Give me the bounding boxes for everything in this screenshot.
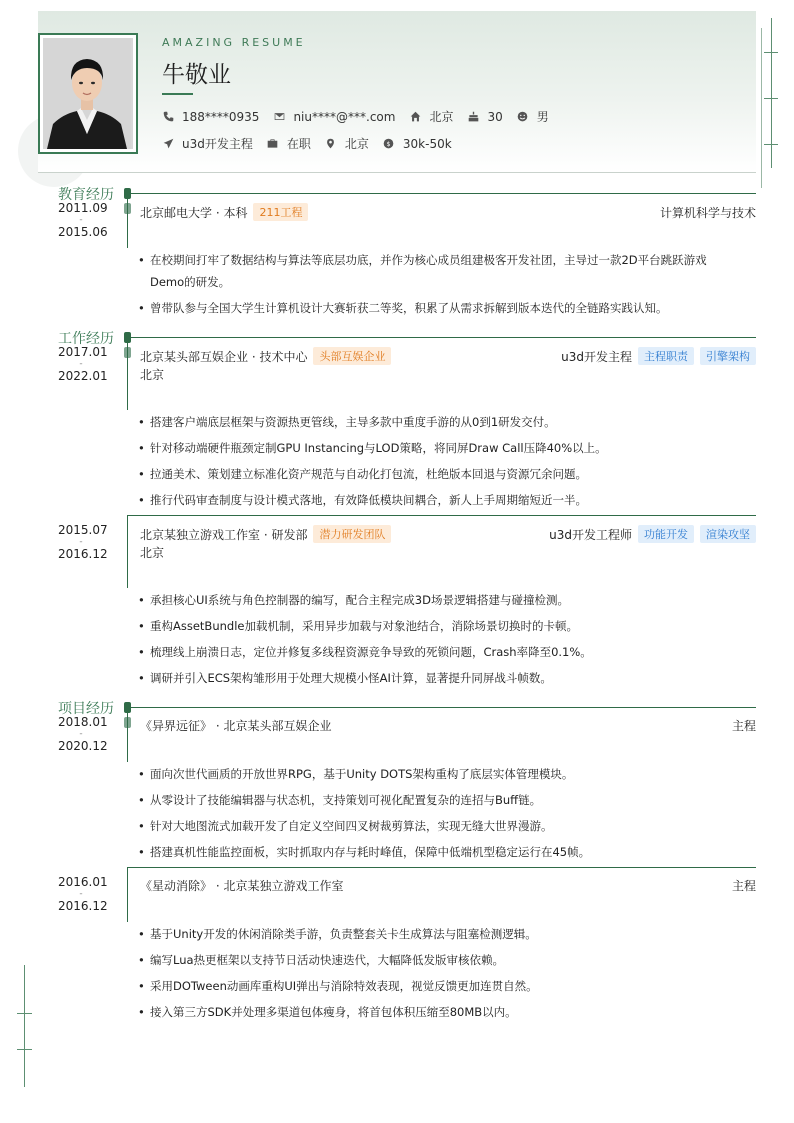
list-item-continuation: Demo的研发。 (150, 275, 231, 289)
end-date: 2020.12 (58, 739, 108, 753)
start-date: 2017.01 (58, 345, 108, 359)
project-date: 2016.01 - 2016.12 (58, 875, 108, 913)
intent-position (162, 135, 253, 152)
intent-status-text: 在职 (286, 137, 311, 151)
work-location: 北京 (140, 546, 165, 560)
end-date: 2022.01 (58, 369, 108, 383)
send-icon (162, 138, 174, 150)
project-entry-header (140, 717, 756, 734)
start-date: 2018.01 (58, 715, 108, 729)
svg-text:$: $ (386, 140, 391, 148)
project-date: 2018.01 - 2020.12 (58, 715, 108, 753)
project-role: 主程 (731, 719, 756, 733)
intent-salary-text: 30k-50k (402, 136, 452, 151)
timeline-line (127, 515, 128, 588)
intent-city (325, 135, 369, 152)
company-name: 北京某独立游戏工作室 · 研发部 (140, 527, 308, 542)
contact-info-row (162, 108, 563, 125)
section-title-projects: 项目经历 (58, 701, 114, 717)
project-name: 《异界远征》 · 北京某头部互娱企业 (140, 719, 332, 733)
end-date: 2015.06 (58, 225, 108, 239)
education-bullets (138, 247, 738, 321)
section-line (131, 707, 756, 708)
work-entry-header (140, 347, 756, 365)
list-item: • 调研并引入ECS架构雏形用于处理大规模小怪AI计算，显著提升同屏战斗帧数。 (138, 665, 738, 691)
location-pin-icon (325, 138, 337, 150)
list-item: • 接入第三方SDK并处理多渠道包体瘦身，将首包体积压缩至80MB以内。 (138, 999, 738, 1025)
age-icon (467, 111, 479, 123)
intent-salary (383, 137, 452, 151)
role-tag: 主程职责 (638, 347, 694, 365)
list-item: • 搭建真机性能监控面板，实时抓取内存与耗时峰值，保障中低端机型稳定运行在45帧。 (138, 839, 738, 865)
phone-icon (162, 111, 174, 123)
role-tag: 引擎架构 (700, 347, 756, 365)
decor-line (764, 144, 778, 145)
list-item: • 面向次世代画质的开放世界RPG，基于Unity DOTS架构重构了底层实体管理模块。 (138, 761, 738, 787)
list-item: • 采用DOTween动画库重构UI弹出与消除特效表现，视觉反馈更加连贯自然。 (138, 973, 738, 999)
section-line (131, 193, 756, 194)
decor-line (17, 1013, 32, 1014)
end-date: 2016.12 (58, 899, 108, 913)
contact-age (467, 110, 502, 124)
job-role: u3d开发工程师 (549, 527, 632, 542)
decor-line (17, 1049, 32, 1050)
list-item: • 曾带队参与全国大学生计算机设计大赛斩获二等奖，积累了从需求拆解到版本迭代的全链路实践认知。 (138, 295, 738, 321)
timeline-line (127, 193, 128, 248)
company-tag: 头部互娱企业 (313, 347, 391, 365)
email-text: niu****@***.com (293, 109, 396, 124)
education-entry-header (140, 203, 756, 221)
decor-line (24, 965, 25, 1087)
end-date: 2016.12 (58, 547, 108, 561)
list-item: • 针对大地图流式加载开发了自定义空间四叉树裁剪算法，实现无缝大世界漫游。 (138, 813, 738, 839)
entry-divider (127, 867, 756, 868)
job-intent-row (162, 135, 466, 152)
contact-gender (517, 108, 549, 125)
company-name: 北京某头部互娱企业 · 技术中心 (140, 349, 308, 364)
decor-line (764, 98, 778, 99)
name-underline (162, 93, 193, 95)
timeline-line (127, 337, 128, 410)
role-tag: 功能开发 (638, 525, 694, 543)
city-text: 北京 (429, 110, 454, 124)
intent-status (267, 135, 311, 152)
list-item: • 梳理线上崩溃日志，定位并修复多线程资源竞争导致的死锁问题，Crash率降至0.1%。 (138, 639, 738, 665)
candidate-name: 牛敬业 (162, 62, 231, 88)
gender-icon (517, 111, 529, 123)
resume-tagline: AMAZING RESUME (162, 36, 306, 49)
decor-line (764, 52, 778, 53)
contact-email (273, 110, 395, 124)
work-date: 2015.07 - 2016.12 (58, 523, 108, 561)
job-role: u3d开发主程 (561, 349, 632, 364)
list-item: • 承担核心UI系统与角色控制器的编写，配合主程完成3D场景逻辑搭建与碰撞检测。 (138, 587, 738, 613)
start-date: 2011.09 (58, 201, 108, 215)
section-title-education: 教育经历 (58, 187, 114, 203)
list-item: • 重构AssetBundle加载机制，采用异步加载与对象池结合，消除场景切换时的卡顿。 (138, 613, 738, 639)
section-title-work: 工作经历 (58, 331, 114, 347)
school-name: 北京邮电大学 · 本科 (140, 205, 248, 220)
start-date: 2016.01 (58, 875, 108, 889)
intent-city-text: 北京 (344, 137, 369, 151)
contact-city (409, 108, 453, 125)
age-text: 30 (487, 109, 503, 124)
timeline-line (127, 867, 128, 922)
decor-line (761, 28, 762, 188)
work-location: 北京 (140, 368, 165, 382)
major: 计算机科学与技术 (659, 205, 756, 220)
role-tag: 渲染攻坚 (700, 525, 756, 543)
decor-line (771, 18, 772, 168)
intent-position-text: u3d开发主程 (182, 137, 253, 151)
start-date: 2015.07 (58, 523, 108, 537)
list-item: • 基于Unity开发的休闲消除类手游，负责整套关卡生成算法与阻塞检测逻辑。 (138, 921, 738, 947)
project-name: 《星动消除》 · 北京某独立游戏工作室 (140, 879, 344, 893)
list-item: • 针对移动端硬件瓶颈定制GPU Instancing与LOD策略，将同屏Draw Call压降40%以上。 (138, 435, 738, 461)
timeline-line (127, 707, 128, 762)
mail-icon (273, 111, 285, 123)
home-icon (409, 111, 421, 123)
gender-text: 男 (536, 110, 549, 124)
work-entry-header (140, 525, 756, 543)
profile-photo (38, 33, 138, 154)
work-bullets (138, 409, 738, 513)
entry-divider (127, 515, 756, 516)
section-line (131, 337, 756, 338)
work-date: 2017.01 - 2022.01 (58, 345, 108, 383)
list-item: • 拉通美术、策划建立标准化资产规范与自动化打包流，杜绝版本回退与资源冗余问题。 (138, 461, 738, 487)
avatar (43, 38, 131, 149)
list-item: • 编写Lua热更框架以支持节日活动快速迭代，大幅降低发版审核依赖。 (138, 947, 738, 973)
list-item: • 搭建客户端底层框架与资源热更管线，主导多款中重度手游的从0到1研发交付。 (138, 409, 738, 435)
project-bullets (138, 921, 738, 1025)
project-bullets (138, 761, 738, 865)
list-item: • 从零设计了技能编辑器与状态机，支持策划可视化配置复杂的连招与Buff链。 (138, 787, 738, 813)
education-date: 2011.09 - 2015.06 (58, 201, 108, 239)
salary-icon (383, 138, 395, 150)
contact-phone (162, 110, 259, 124)
project-role: 主程 (731, 879, 756, 893)
divider (38, 172, 756, 173)
work-bullets (138, 587, 738, 691)
list-item: • 推行代码审查制度与设计模式落地，有效降低模块间耦合，新人上手周期缩短近一半。 (138, 487, 738, 513)
briefcase-icon (267, 138, 279, 150)
list-item: • 在校期间打牢了数据结构与算法等底层功底，并作为核心成员组建极客开发社团，主导过一款2D平台跳跃游戏 (138, 247, 738, 273)
project-entry-header (140, 877, 756, 894)
phone-text: 188****0935 (182, 109, 260, 124)
company-tag: 潜力研发团队 (313, 525, 391, 543)
school-tag: 211工程 (253, 203, 308, 221)
